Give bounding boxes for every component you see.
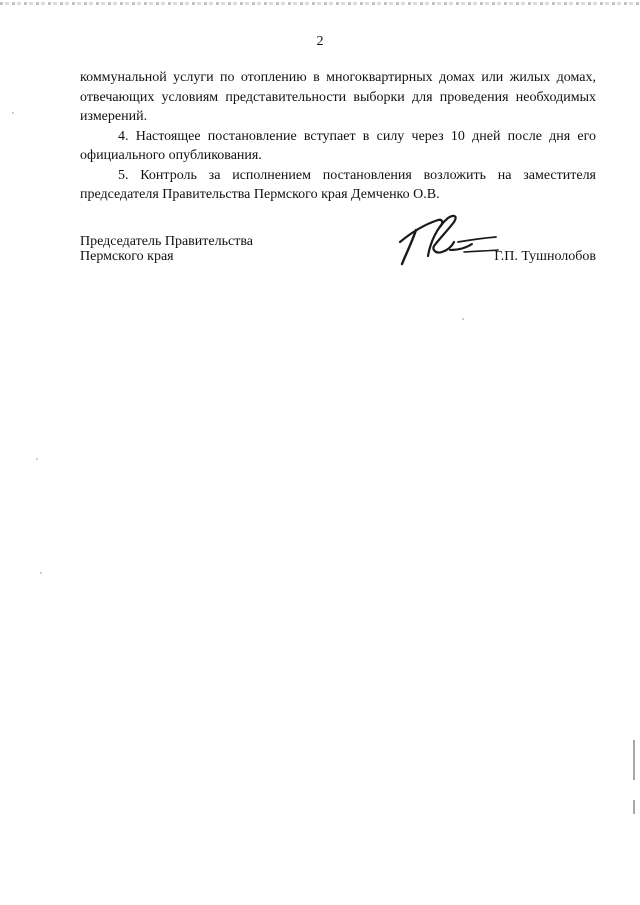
document-body — [80, 68, 596, 205]
paragraph-continuation: коммунальной услуги по отоплению в многоквартирных домах или жилых домах, отвечающих условиям представительности выборки для проведения необходимых измерений. — [80, 70, 596, 124]
signer-title: Председатель Правительства Пермского края — [80, 234, 253, 264]
signature-block — [80, 234, 596, 274]
handwritten-signature — [392, 206, 502, 270]
scan-edge-mark — [633, 740, 635, 780]
scan-edge-mark — [633, 800, 635, 814]
scan-top-edge — [0, 2, 640, 5]
signer-name: Г.П. Тушнолобов — [494, 249, 596, 264]
scan-speck — [36, 458, 38, 460]
paragraph-item-4: 4. Настоящее постановление вступает в силу через 10 дней после дня его официального опубликования. — [80, 128, 596, 163]
page-number: 2 — [316, 34, 324, 49]
paragraph-item-5: 5. Контроль за исполнением постановления возложить на заместителя председателя Правительства Пермского края Демченко О.В. — [80, 167, 596, 202]
scan-speck — [12, 112, 14, 114]
scan-speck — [40, 572, 42, 574]
scan-speck — [462, 318, 464, 320]
